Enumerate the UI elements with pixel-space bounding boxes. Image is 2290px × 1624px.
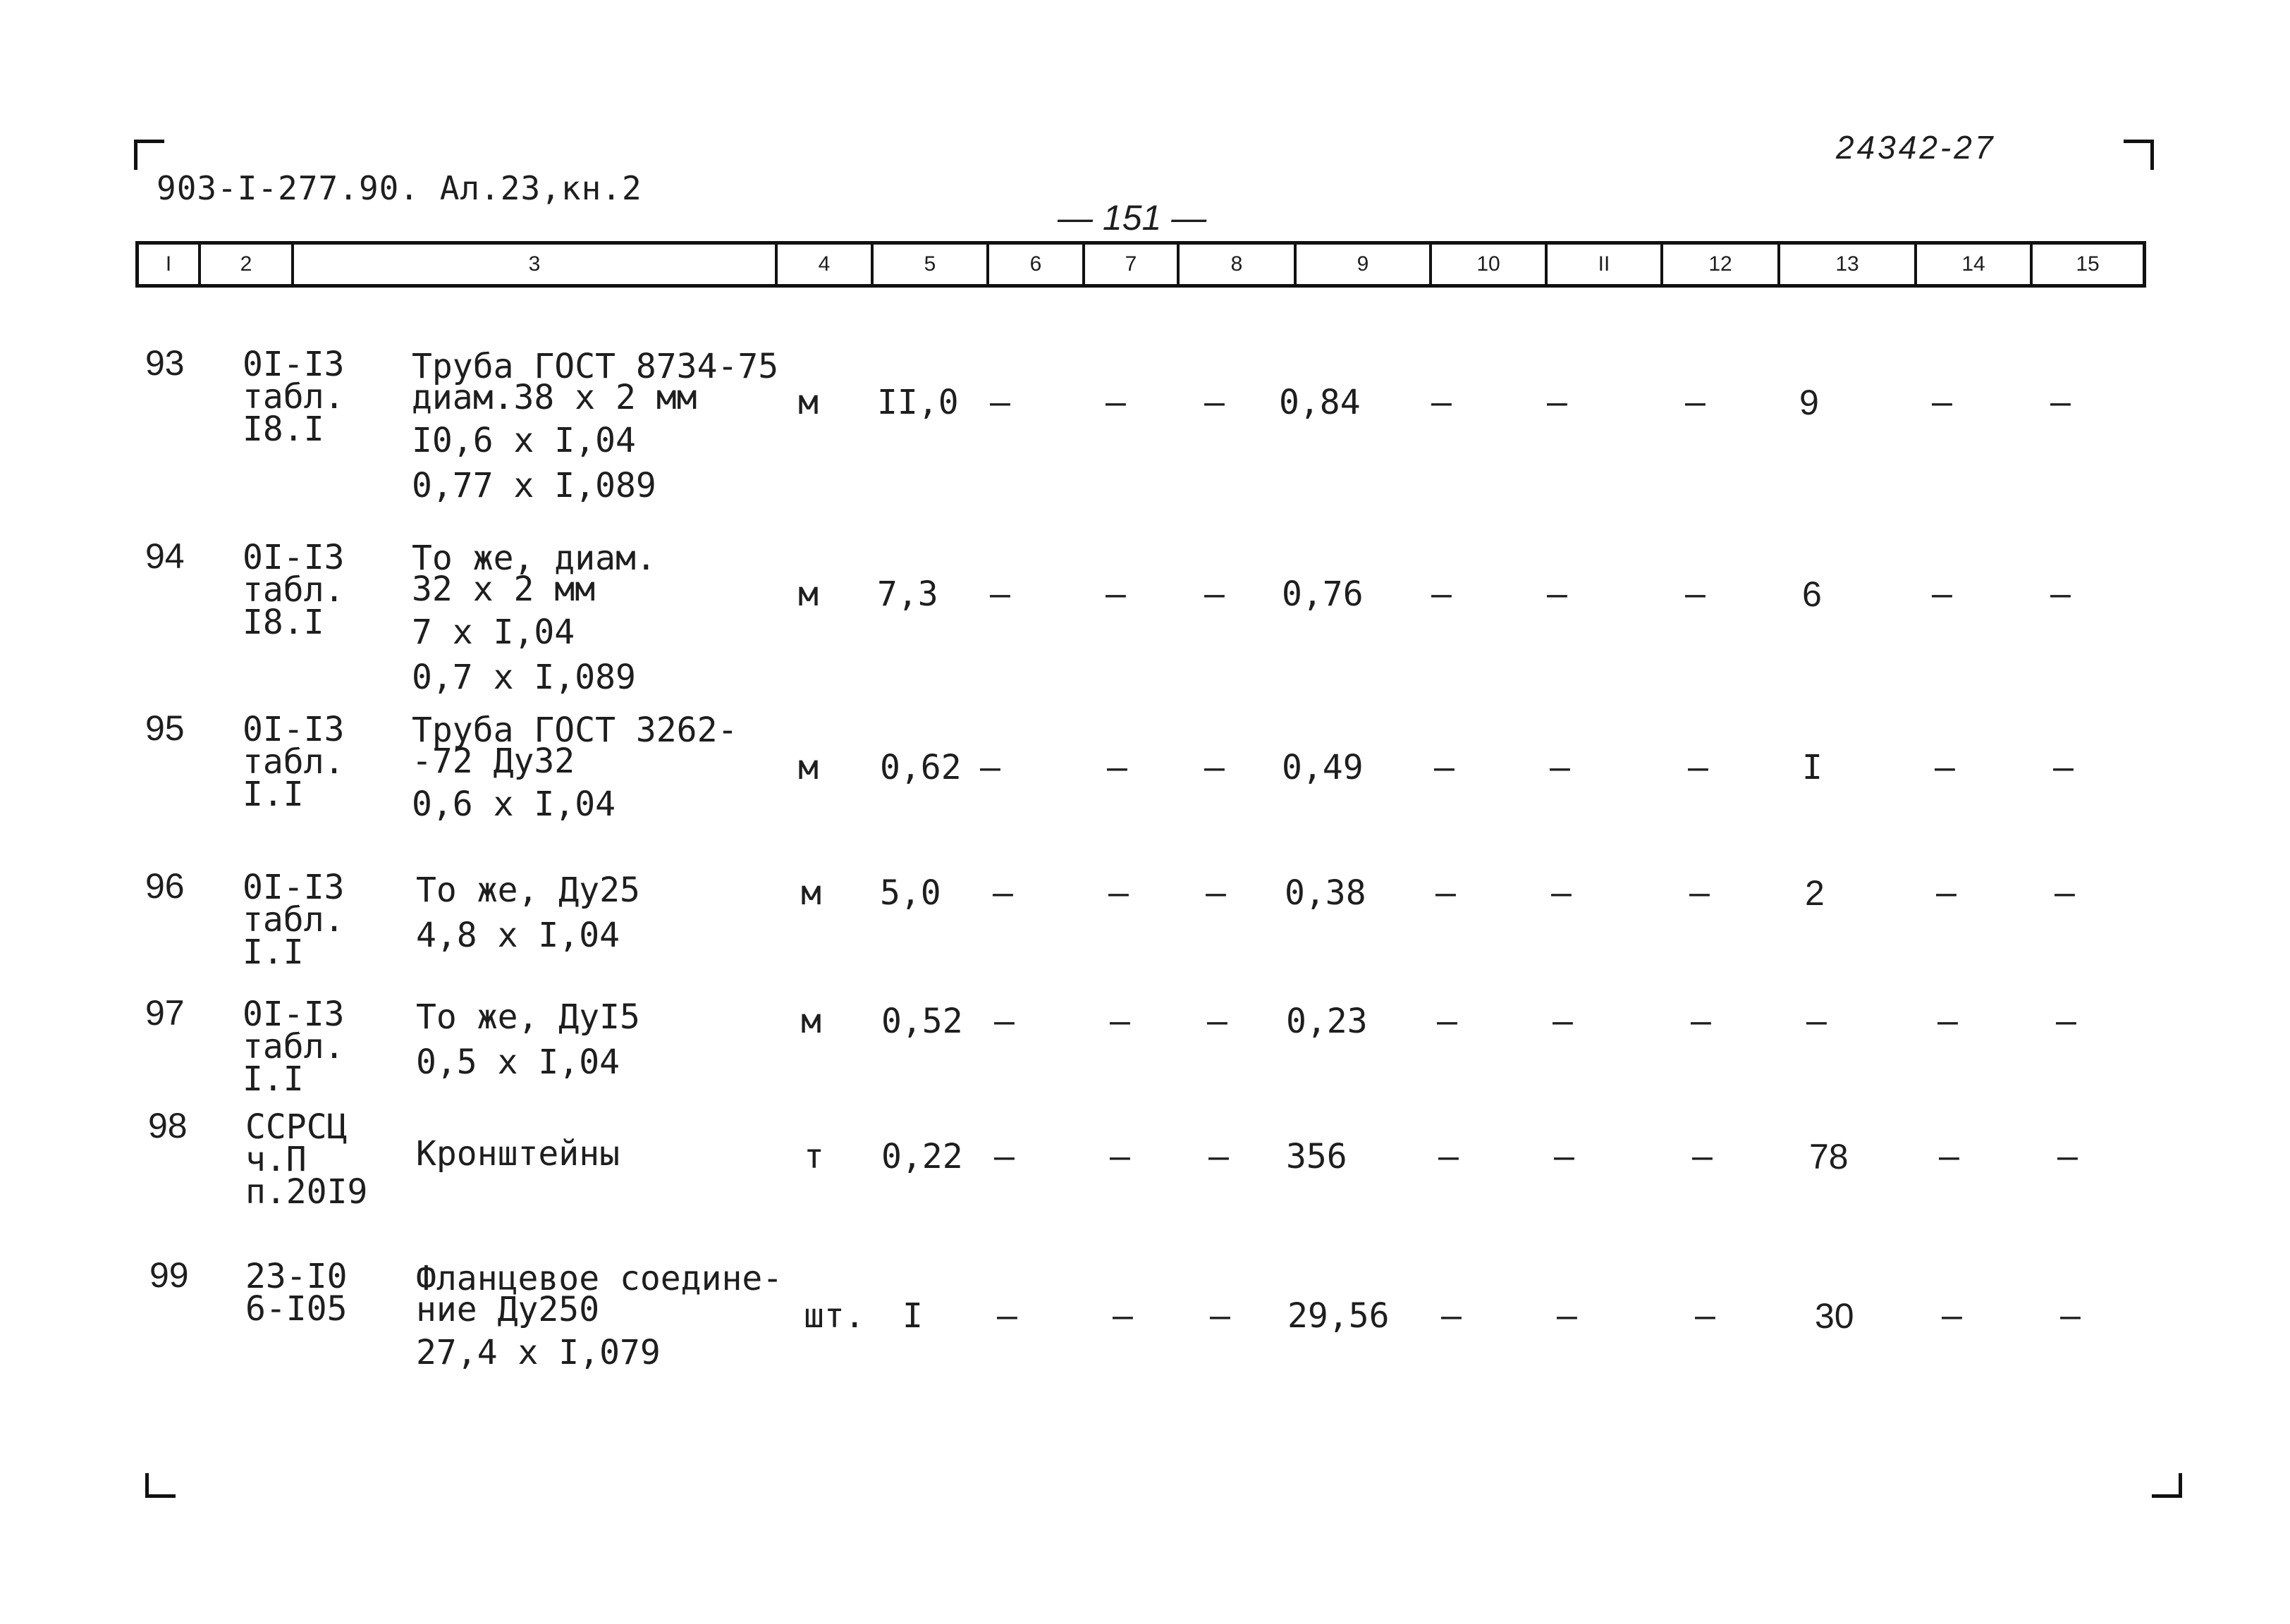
calculation-line: 7 х I,04 [412, 613, 575, 652]
column-number: 6 [986, 245, 1082, 284]
quantity-cell: 0,52 [881, 1002, 963, 1041]
row-number: 93 [145, 343, 185, 383]
value-cell: – [1935, 748, 1955, 787]
value-cell: – [1547, 574, 1567, 614]
value-cell: – [1206, 873, 1226, 913]
value-cell: – [1113, 1296, 1133, 1336]
unit-cell: т [804, 1137, 824, 1176]
value-cell: – [1207, 1002, 1227, 1041]
value-cell: 0,49 [1282, 748, 1364, 787]
value-cell: – [1547, 383, 1567, 422]
calculation-line: I0,6 х I,04 [412, 421, 636, 460]
value-cell: – [1438, 1137, 1459, 1176]
column-number: 7 [1082, 245, 1177, 284]
value-cell: 0,76 [1282, 574, 1364, 614]
column-number: 12 [1660, 245, 1777, 284]
description-cell: Кронштейны [416, 1134, 620, 1174]
value-cell: – [1554, 1137, 1574, 1176]
value-cell: – [1932, 574, 1952, 614]
description-cell: Фланцевое соедине- ние Ду250 27,4 х I,079 [416, 1259, 783, 1372]
value-cell: – [1437, 1002, 1457, 1041]
column-number: II [1545, 245, 1660, 284]
value-cell: 2 [1805, 873, 1825, 913]
value-cell: – [1110, 1002, 1130, 1041]
quantity-cell: 5,0 [880, 873, 941, 913]
column-number: 10 [1429, 245, 1545, 284]
value-cell: 29,56 [1287, 1296, 1390, 1336]
calculation-line: 0,5 х I,04 [416, 1042, 620, 1082]
value-cell: – [1106, 574, 1126, 614]
description-cell: То же, ДуI5 0,5 х I,04 [416, 997, 640, 1082]
row-number: 97 [145, 993, 185, 1033]
calculation-line: 4,8 х I,04 [416, 916, 620, 955]
reference-cell: 0I-I3 табл. I.I [243, 868, 345, 972]
reference-cell: 0I-I3 табл. I.I [243, 995, 345, 1099]
value-cell: – [1942, 1296, 1962, 1336]
quantity-cell: II,0 [877, 383, 959, 422]
reference-cell: 0I-I3 табл. I.I [243, 710, 345, 814]
unit-cell: м [798, 748, 819, 787]
row-number: 96 [145, 866, 185, 906]
unit-cell: м [798, 383, 819, 422]
calculation-line: 0,6 х I,04 [412, 785, 616, 824]
value-cell: 0,23 [1286, 1002, 1368, 1041]
description-cell: Труба ГОСТ 3262- -72 Ду32 0,6 х I,04 [412, 710, 738, 824]
value-cell: – [1431, 383, 1452, 422]
reference-cell: 0I-I3 табл. I8.I [243, 538, 345, 642]
value-cell: – [1692, 1137, 1713, 1176]
value-cell: – [2050, 574, 2071, 614]
reference-cell: 0I-I3 табл. I8.I [243, 345, 345, 449]
description-cell: То же, диам. 32 х 2 мм 7 х I,04 0,7 х I,089 [412, 539, 656, 697]
value-cell: – [1806, 1002, 1827, 1041]
value-cell: – [1695, 1296, 1715, 1336]
value-cell: – [1936, 873, 1957, 913]
value-cell: – [1937, 1002, 1958, 1041]
unit-cell: шт. [804, 1296, 865, 1336]
document-number: 24342-27 [1836, 129, 1996, 166]
unit-cell: м [798, 574, 819, 614]
value-cell: – [1435, 873, 1456, 913]
document-code: 903-I-277.90. Ал.23,кн.2 [157, 169, 642, 207]
value-cell: – [2053, 748, 2074, 787]
value-cell: – [1208, 1137, 1229, 1176]
reference-cell: ССРСЦ ч.П п.20I9 [245, 1107, 368, 1212]
column-number: 5 [871, 245, 986, 284]
value-cell: I [1802, 748, 1823, 787]
value-cell: 9 [1799, 383, 1819, 422]
row-number: 99 [149, 1255, 189, 1295]
value-cell: – [2057, 1137, 2078, 1176]
corner-mark-bottom-left [145, 1473, 176, 1498]
value-cell: – [2060, 1296, 2081, 1336]
value-cell: – [1106, 383, 1126, 422]
value-cell: – [1932, 383, 1952, 422]
value-cell: – [1557, 1296, 1577, 1336]
corner-mark-bottom-right [2152, 1473, 2182, 1498]
value-cell: – [994, 1002, 1015, 1041]
value-cell: – [2050, 383, 2071, 422]
value-cell: – [1110, 1137, 1130, 1176]
value-cell: – [1689, 873, 1710, 913]
value-cell: – [997, 1296, 1017, 1336]
value-cell: 0,84 [1279, 383, 1361, 422]
value-cell: 78 [1809, 1137, 1849, 1176]
value-cell: – [1685, 383, 1706, 422]
corner-mark-top-right [2124, 140, 2154, 170]
description-cell: Труба ГОСТ 8734-75 диам.38 х 2 мм I0,6 х I,04 0,77 х I,089 [412, 347, 779, 505]
value-cell: – [1204, 383, 1225, 422]
value-cell: – [1691, 1002, 1711, 1041]
value-cell: – [1204, 748, 1225, 787]
value-cell: – [1688, 748, 1708, 787]
quantity-cell: I [902, 1296, 923, 1336]
column-number: 15 [2030, 245, 2143, 284]
value-cell: 6 [1802, 574, 1822, 614]
value-cell: – [1685, 574, 1706, 614]
value-cell: – [1204, 574, 1225, 614]
unit-cell: м [801, 1002, 821, 1041]
quantity-cell: 0,62 [880, 748, 962, 787]
column-number: 4 [775, 245, 871, 284]
value-cell: – [1550, 748, 1570, 787]
calculation-line: 27,4 х I,079 [416, 1333, 661, 1372]
column-number: 2 [198, 245, 291, 284]
quantity-cell: 0,22 [881, 1137, 963, 1176]
value-cell: – [1551, 873, 1572, 913]
column-number: 9 [1294, 245, 1429, 284]
description-cell: То же, Ду25 4,8 х I,04 [416, 871, 640, 955]
row-number: 94 [145, 536, 185, 576]
calculation-line: 0,7 х I,089 [412, 658, 636, 697]
value-cell: – [1210, 1296, 1230, 1336]
value-cell: – [1431, 574, 1452, 614]
value-cell: – [2055, 873, 2075, 913]
column-number: 14 [1914, 245, 2030, 284]
value-cell: – [1434, 748, 1455, 787]
calculation-line: 0,77 х I,089 [412, 466, 656, 505]
column-number: 3 [291, 245, 775, 284]
row-number: 98 [148, 1106, 188, 1145]
reference-cell: 23-I0 6-I05 [245, 1257, 348, 1329]
value-cell: – [1108, 873, 1129, 913]
value-cell: – [1553, 1002, 1573, 1041]
column-number: I [165, 252, 172, 276]
value-cell: 356 [1286, 1137, 1347, 1176]
unit-cell: м [801, 873, 821, 913]
row-number: 95 [145, 708, 185, 748]
value-cell: – [990, 574, 1010, 614]
value-cell: – [980, 748, 1000, 787]
value-cell: – [993, 873, 1013, 913]
value-cell: – [994, 1137, 1015, 1176]
corner-mark-top-left [134, 140, 164, 170]
value-cell: 0,38 [1285, 873, 1366, 913]
column-number: 13 [1777, 245, 1914, 284]
value-cell: – [1107, 748, 1127, 787]
value-cell: – [1939, 1137, 1959, 1176]
column-number: 8 [1177, 245, 1294, 284]
value-cell: – [2056, 1002, 2076, 1041]
value-cell: 30 [1815, 1296, 1854, 1336]
column-number-header [135, 241, 2146, 288]
page-number: — 151 — [1058, 198, 1207, 238]
quantity-cell: 7,3 [877, 574, 938, 614]
value-cell: – [990, 383, 1010, 422]
value-cell: – [1441, 1296, 1462, 1336]
